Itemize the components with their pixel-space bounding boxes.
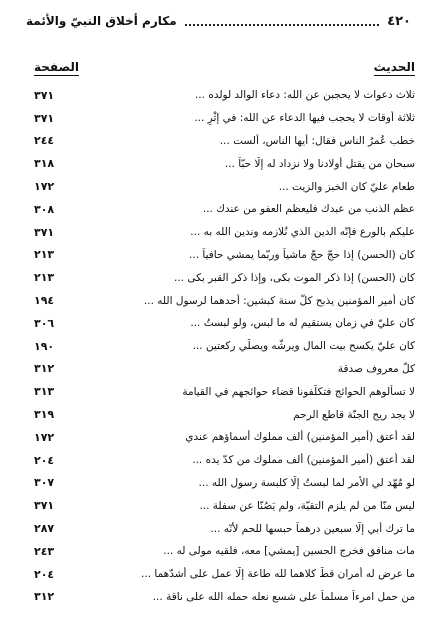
page-ref: ٣١٩: [34, 408, 55, 422]
page-ref: ٢٤٣: [34, 544, 55, 558]
hadith-text: عليكم بالورع فإنّه الدين الذي نُلازمه وندين الله به ...: [190, 226, 415, 239]
hadith-index-list: [34, 84, 415, 631]
page-ref: ١٩٠: [34, 339, 55, 353]
hadith-text: كان (الحسن) إذا حجّ حجّ ماشياً وربّما يمشي حافياً ...: [189, 248, 415, 261]
index-row: [34, 84, 415, 107]
hadith-text: ثلاثة أوقات لا يحجب فيها الدعاء عن الله: في إثْرِ ...: [194, 112, 415, 125]
page-number: ٤٢٠: [387, 13, 411, 29]
index-row: [34, 449, 415, 472]
hadith-text: كلّ معروف صدقة: [337, 362, 415, 375]
index-row: [34, 586, 415, 609]
hadith-text: ثلاث دعوات لا يحجبن عن الله: دعاء الوالد لولده ...: [194, 89, 415, 102]
page-ref: ٢٠٤: [34, 453, 55, 467]
hadith-text: ليس منّا من لم يلزم التقيّة، ولم يَصُنّا عن سفلة ...: [199, 499, 415, 512]
hadith-text: خطب عُمرُ الناس فقال: أيها الناس، ألست ...: [219, 134, 415, 147]
hadith-text: كان (الحسن) إذا ذكر الموت بكى، وإذا ذكر القبر بكى ...: [174, 271, 415, 284]
page-ref: ١٧٢: [34, 430, 55, 444]
index-row: [34, 266, 415, 289]
page-ref: ٢١٣: [34, 248, 55, 262]
hadith-text: لقد أعتق (أمير المؤمنين) ألف مملوك أسماؤهم عندي: [185, 431, 415, 444]
hadith-text: من حمل امرءاً مسلماً على شسع نعله حمله الله على ناقة ...: [152, 590, 415, 603]
page-ref: ٣٧١: [34, 88, 55, 102]
index-row: [34, 494, 415, 517]
hadith-text: كان عليّ في زمان يستقيم له ما لبس، ولو لبستُ ...: [190, 317, 415, 330]
page-ref: ٣١٢: [34, 362, 55, 376]
page-ref: ١٩٤: [34, 294, 55, 308]
hadith-column-header: الحديث: [373, 60, 415, 74]
page-ref: ٣٠٦: [34, 316, 55, 330]
hadith-text: لا تسألوهم الحوائج فتكلّفونا قضاء حوائجهم في القيامة: [182, 385, 415, 398]
page-ref: ٢١٣: [34, 271, 55, 285]
page-ref: ٣١٢: [34, 590, 55, 604]
index-row: [34, 426, 415, 449]
page-ref: ١٧٢: [34, 180, 55, 194]
page-column-header: الصفحة: [34, 60, 80, 74]
page-ref: ٣١٨: [34, 157, 55, 171]
index-row: [34, 472, 415, 495]
hadith-text: ما عرض له أمران قطّ كلاهما لله طاعة إلّا عمل على أشدّهما ...: [141, 568, 415, 581]
hadith-text: لو مُهّد لي الأمر لما لبستُ إلّا كلبسة رسول الله ...: [198, 476, 415, 489]
index-row: [34, 358, 415, 381]
page-ref: ٢٤٤: [34, 134, 55, 148]
hadith-text: ما ترك أبي إلّا سبعين درهماً حبسها للحم لأنّه ...: [210, 522, 415, 535]
index-row: [34, 221, 415, 244]
page-ref: ٣٧١: [34, 111, 55, 125]
index-row: [34, 152, 415, 175]
header-dot-leader: [185, 16, 380, 26]
index-row: [34, 380, 415, 403]
index-row: [34, 312, 415, 335]
hadith-text: كان أمير المؤمنين يذبح كلّ سنة كبشين: أحدهما لرسول الله ...: [143, 294, 415, 307]
hadith-text: سبحان من يقتل أولادنا ولا نزداد له إلّا حبّاً ...: [224, 157, 415, 170]
hadith-text: مات منافق فخرج الحسين [يمشي] معه، فلقيه مولى له ...: [163, 545, 415, 558]
page-ref: ٢٠٤: [34, 567, 55, 581]
index-row: [34, 403, 415, 426]
index-row: [34, 540, 415, 563]
index-row: [34, 244, 415, 267]
hadith-text: عظم الذنب من عبدك فليعظم العفو من عندك ...: [202, 203, 415, 216]
hadith-text: كان عليّ يكسح بيت المال ويرشّه ويصلّي ركعتين ...: [192, 340, 415, 353]
index-row: [34, 289, 415, 312]
page-ref: ٣٧١: [34, 499, 55, 513]
hadith-text: طعام عليّ كان الخبز والزيت ...: [278, 180, 415, 193]
column-headers: [34, 56, 415, 76]
index-row: [34, 563, 415, 586]
index-row: [34, 130, 415, 153]
page-ref: ٣١٣: [34, 385, 55, 399]
page-ref: ٣٠٧: [34, 476, 55, 490]
index-row: [34, 517, 415, 540]
page-ref: ٣٠٨: [34, 202, 55, 216]
book-title: مكارم أخلاق النبيّ والأئمة: [26, 14, 177, 28]
running-header: [26, 10, 411, 32]
index-row: [34, 107, 415, 130]
index-row: [34, 175, 415, 198]
hadith-text: لا يجد ريح الجنّة قاطع الرحم: [293, 408, 415, 421]
index-row: [34, 198, 415, 221]
hadith-text: لقد أعتق (أمير المؤمنين) ألف مملوك من كدّ يده ...: [192, 454, 415, 467]
page-ref: ٣٧١: [34, 225, 55, 239]
page-ref: ٢٨٧: [34, 522, 55, 536]
index-row: [34, 335, 415, 358]
